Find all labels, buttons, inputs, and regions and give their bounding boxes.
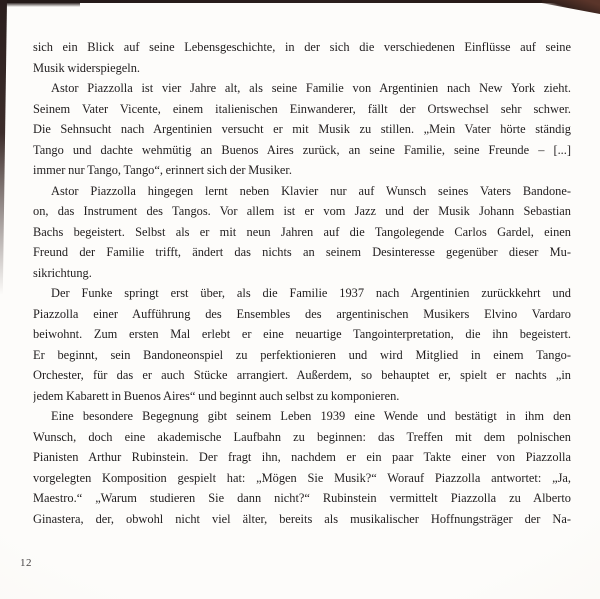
book-edge-top [0,0,600,3]
text-line: vorgelegten Komposition gespielt hat: „Mögen Sie Musik?“ Worauf Piazzolla antwortet: „Ja, [33,470,571,485]
book-edge-top-left-corner [0,0,80,7]
text-line: Ginastera, der, obwohl nicht viel älter, bereits als musikalischer Hoffnungsträger der Na- [33,511,571,526]
text-line: sikrichtung. [33,265,92,280]
text-line: jedem Kabarett in Buenos Aires“ und beginnt auch selbst zu komponieren. [33,388,400,403]
page-number: 12 [20,557,32,569]
text-line: Tango und dachte wehmütig an Buenos Aires zurück, an seine Familie, seine Freunde – [...] [33,142,571,157]
text-line: Musik widerspiegeln. [33,60,141,75]
text-line: Astor Piazzolla hingegen lernt neben Klavier nur auf Wunsch seines Vaters Bandone- [51,183,571,198]
text-line: on, das Instrument des Tangos. Vor allem ist er vom Jazz und der Musik Johann Sebastian [33,204,571,218]
text-line: sich ein Blick auf seine Lebensgeschichte, in der sich die verschiedenen Einflüsse auf seine [33,40,571,54]
text-line: Pianisten Arthur Rubinstein. Der fragt ihn, nachdem er ein paar Takte einer von Piazzolla [33,450,571,464]
book-edge-top-right-corner [542,0,600,14]
text-line: Piazzolla einer Aufführung des Ensembles des argentinischen Musikers Elvino Vardaro [33,306,571,321]
text-line: Maestro.“ „Warum studieren Sie dann nicht?“ Rubinstein vermittelt Piazzolla zu Alberto [33,491,571,505]
text-line: immer nur Tango, Tango“, erinnert sich der Musiker. [33,163,292,177]
body-text-block [33,37,571,529]
text-line: Der Funke springt erst über, als die Familie 1937 nach Argentinien zurückkehrt und [51,286,571,300]
text-line: beiwohnt. Zum ersten Mal erlebt er eine neuartige Tangointerpretation, die ihn begeistert. [33,327,571,341]
text-line: Wunsch, doch eine akademische Laufbahn zu beginnen: das Treffen mit dem polnischen [33,429,571,444]
text-line: Er beginnt, sein Bandoneonspiel zu perfektionieren und wird Mitglied in einem Tango- [33,347,571,362]
text-line: Freund der Familie trifft, ändert das nichts an seinem Desinteresse gegenüber dieser Mu- [33,245,571,259]
text-line: Eine besondere Begegnung gibt seinem Leben 1939 eine Wende und bestätigt in ihm den [51,409,571,423]
text-line: Die Sehnsucht nach Argentinien versucht er mit Musik zu stillen. „Mein Vater hörte ständig [33,122,571,136]
book-edge-left [0,0,7,295]
text-line: Seinem Vater Vicente, einem italienischen Einwanderer, fällt der Ortswechsel sehr schwer. [33,101,571,116]
text-line: Astor Piazzolla ist vier Jahre alt, als seine Familie von Argentinien nach New York zieht. [51,81,571,95]
text-line: Orchester, für das er auch Stücke arrangiert. Außerdem, so behauptet er, spielt er nachts „in [33,368,571,382]
text-line: Bachs begeistert. Selbst als er mit neun Jahren auf die Tangolegende Carlos Gardel, einen [33,224,571,239]
